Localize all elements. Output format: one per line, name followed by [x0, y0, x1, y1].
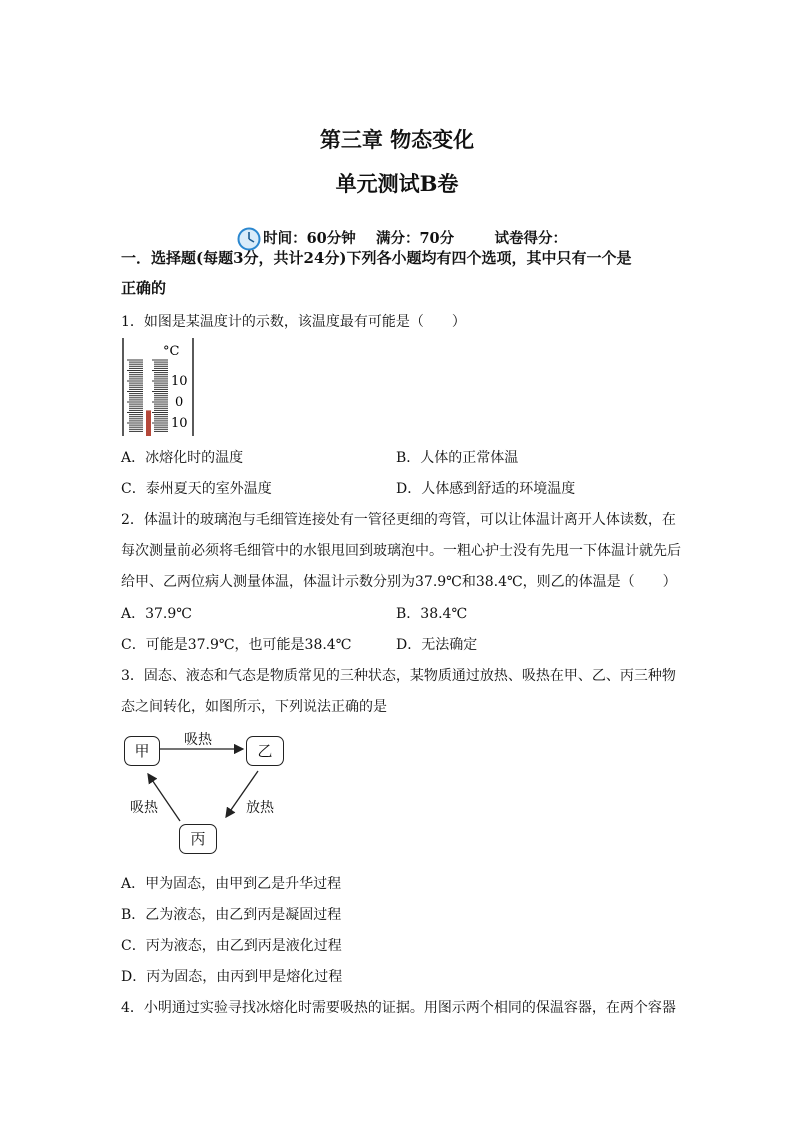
q1-option-d[interactable]: D．人体感到舒适的环境温度 [396, 481, 576, 497]
thermometer-liquid [146, 410, 151, 436]
q2-stem-line1: 2．体温计的玻璃泡与毛细管连接处有一管径更细的弯管，可以让体温计离开人体读数，在 [121, 512, 676, 528]
q1-option-a[interactable]: A．冰熔化时的温度 [121, 450, 244, 466]
q3-option-d[interactable]: D．丙为固态，由丙到甲是熔化过程 [121, 969, 343, 985]
exam-meta-text: 时间：60分钟 满分：70分 试卷得分： [263, 230, 568, 247]
q1-stem: 1．如图是某温度计的示数，该温度最有可能是（ ） [121, 314, 466, 330]
thermometer-figure [119, 336, 197, 438]
q1-option-b[interactable]: B．人体的正常体温 [396, 450, 519, 466]
q2-option-c[interactable]: C．可能是37.9℃，也可能是38.4℃ [121, 637, 352, 653]
q2-stem-line2: 每次测量前必须将毛细管中的水银甩回到玻璃泡中。一粗心护士没有先甩一下体温计就先后 [121, 543, 681, 559]
section-heading-line2: 正确的 [121, 279, 167, 297]
section-heading-line1: 一．选择题(每题3分，共计24分)下列各小题均有四个选项，其中只有一个是 [121, 249, 632, 267]
q4-stem-line1: 4．小明通过实验寻找冰熔化时需要吸热的证据。用图示两个相同的保温容器，在两个容器 [121, 1000, 676, 1016]
label-absorb-heat-left: 吸热 [130, 800, 158, 816]
q3-option-c[interactable]: C．丙为液态，由乙到丙是液化过程 [121, 938, 342, 954]
node-bing: 丙 [179, 824, 217, 854]
q3-stem-line1: 3．固态、液态和气态是物质常见的三种状态，某物质通过放热、吸热在甲、乙、丙三种物 [121, 668, 676, 684]
node-jia: 甲 [124, 736, 160, 766]
thermometer-label-zero: 0 [175, 395, 184, 410]
unit-title: 单元测试B卷 [335, 171, 459, 196]
q1-option-c[interactable]: C．泰州夏天的室外温度 [121, 481, 272, 497]
q3-stem-line2: 态之间转化，如图所示，下列说法正确的是 [121, 699, 387, 715]
thermometer-label-bottom: 10 [171, 416, 188, 431]
chapter-title: 第三章 物态变化 [319, 127, 475, 152]
label-absorb-heat-top: 吸热 [184, 732, 212, 748]
node-yi: 乙 [246, 736, 284, 766]
q2-option-a[interactable]: A．37.9℃ [121, 606, 192, 622]
exam-meta [0, 210, 794, 251]
thermometer-label-top: 10 [171, 374, 188, 389]
state-change-diagram [118, 724, 298, 859]
label-release-heat: 放热 [246, 800, 274, 816]
q2-stem-line3: 给甲、乙两位病人测量体温，体温计示数分别为37.9℃和38.4℃，则乙的体温是（ ） [121, 574, 677, 590]
q2-option-b[interactable]: B．38.4℃ [396, 606, 468, 622]
q2-option-d[interactable]: D．无法确定 [396, 637, 478, 653]
q3-option-a[interactable]: A．甲为固态，由甲到乙是升华过程 [121, 876, 342, 892]
thermometer-unit: °C [163, 344, 180, 359]
q3-option-b[interactable]: B．乙为液态，由乙到丙是凝固过程 [121, 907, 342, 923]
